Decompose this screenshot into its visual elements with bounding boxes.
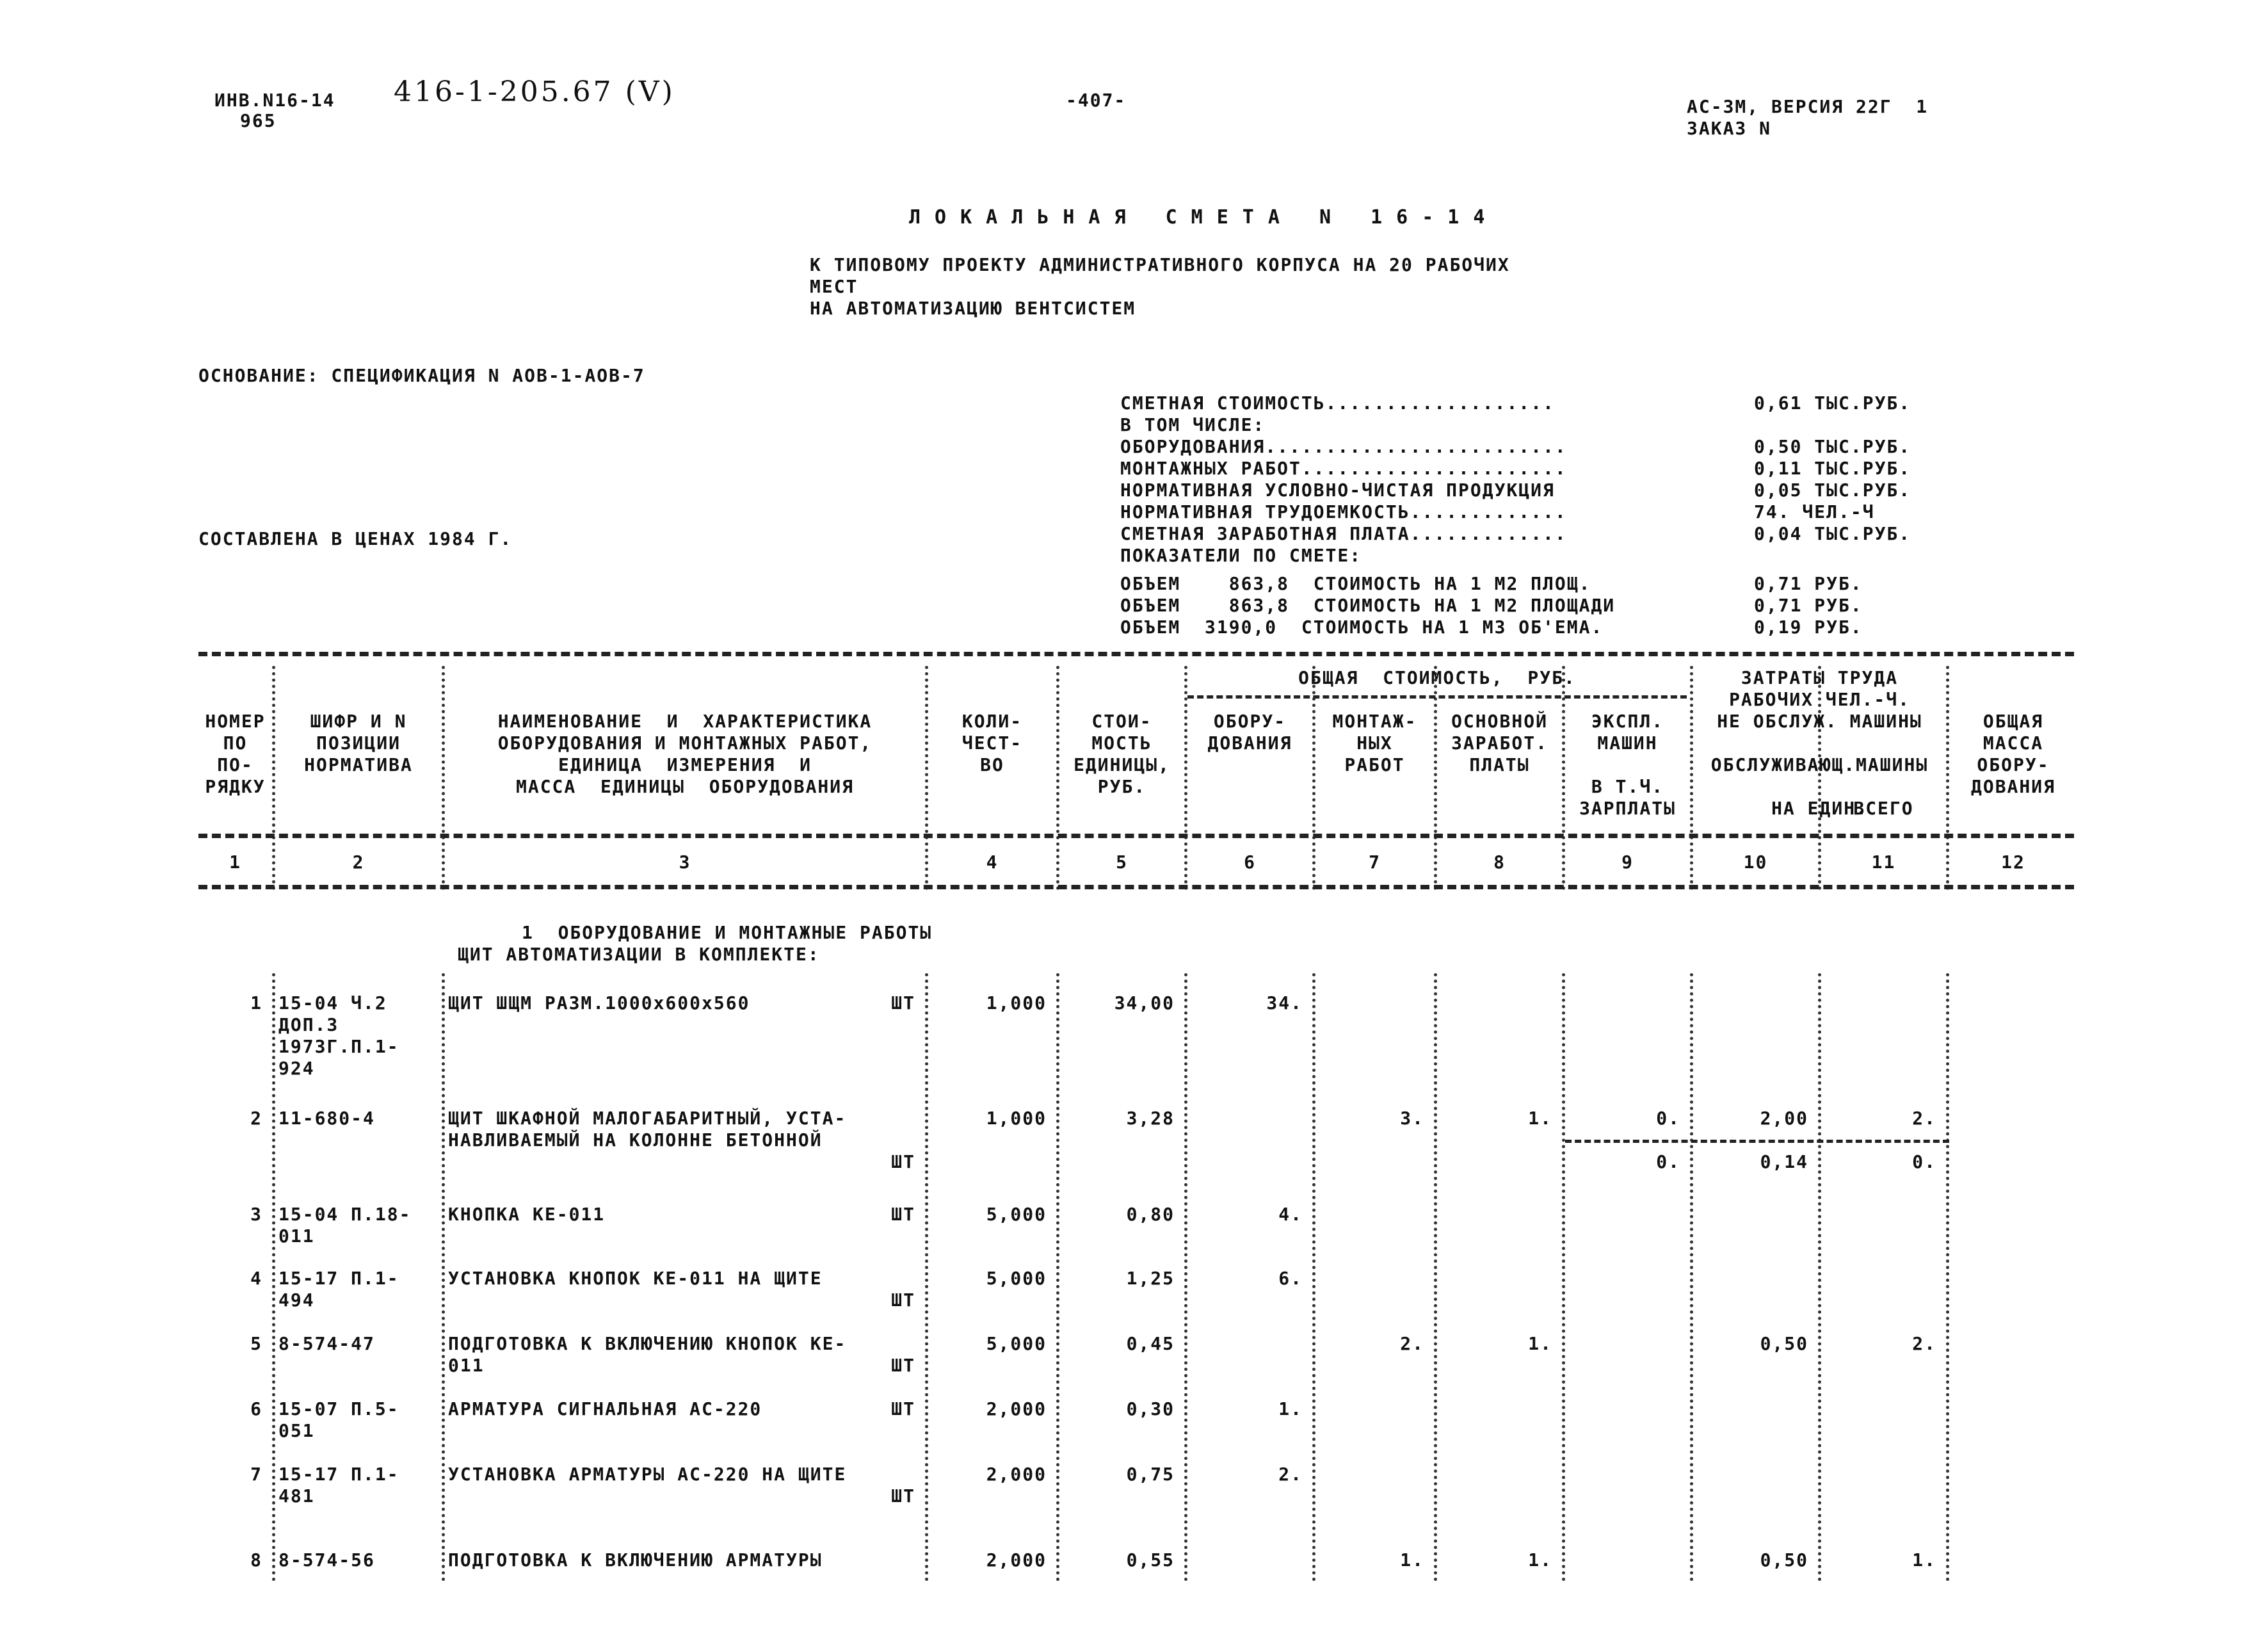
row-quantity: 2,000 — [986, 1549, 1047, 1571]
row-equipment: 34. — [1266, 992, 1303, 1014]
summary-value: 74. ЧЕЛ.-Ч — [1754, 501, 1875, 522]
row-quantity: 2,000 — [986, 1398, 1047, 1419]
summary-label: ОБЪЕМ 3190,0 СТОИМОСТЬ НА 1 М3 ОБ'ЕМА. — [1120, 617, 1604, 638]
header-quantity: КОЛИ- ЧЕСТ- ВО — [961, 711, 1023, 775]
summary-label: СМЕТНАЯ СТОИМОСТЬ................... — [1120, 392, 1555, 414]
col-number: 2 — [352, 852, 365, 873]
body-col-separator — [1312, 973, 1315, 1581]
row-quantity: 1,000 — [986, 992, 1047, 1014]
handwritten-code: 416-1-205.67 (V) — [394, 76, 675, 108]
row-split-rule — [1565, 1140, 1949, 1143]
row-code: 15-17 П.1- 481 — [278, 1464, 399, 1507]
header-number: НОМЕР ПО ПО- РЯДКУ — [205, 711, 266, 797]
row-salary: 1. — [1528, 1333, 1552, 1354]
summary-value: 0,05 ТЫС.РУБ. — [1754, 480, 1911, 501]
inventory-sub: 965 — [240, 110, 277, 131]
row-equipment: 6. — [1278, 1268, 1303, 1289]
body-col-separator — [1690, 973, 1693, 1581]
header-base-salary: ОСНОВНОЙ ЗАРАБОТ. ПЛАТЫ — [1451, 711, 1548, 775]
row-machines-salary: 0. — [1656, 1151, 1680, 1172]
body-col-separator — [272, 973, 275, 1581]
col-number: 12 — [2001, 852, 2025, 873]
row-labor-unit: 0,50 — [1760, 1333, 1808, 1354]
title-sub-3: НА АВТОМАТИЗАЦИЮ ВЕНТСИСТЕМ — [810, 298, 1136, 319]
header-name: НАИМЕНОВАНИЕ И ХАРАКТЕРИСТИКА ОБОРУДОВАНИЯ И МОНТАЖНЫХ РАБОТ, ЕДИНИЦА ИЗМЕРЕНИЯ И МАССА ЕДИНИЦЫ ОБОРУДОВАНИЯ — [497, 711, 873, 797]
row-unit: ШТ — [891, 1289, 915, 1311]
row-price: 3,28 — [1126, 1108, 1175, 1129]
row-quantity: 2,000 — [986, 1464, 1047, 1485]
row-name: ПОДГОТОВКА К ВКЛЮЧЕНИЮ КНОПОК КЕ- 011 — [448, 1333, 847, 1376]
row-number: 8 — [250, 1549, 262, 1571]
summary-value: 0,71 РУБ. — [1754, 595, 1863, 616]
inventory-number: ИНВ.N16-14 — [214, 90, 335, 111]
row-price: 0,30 — [1126, 1398, 1175, 1419]
row-price: 0,55 — [1126, 1549, 1175, 1571]
row-price: 34,00 — [1114, 992, 1175, 1014]
body-col-separator — [1562, 973, 1565, 1581]
document-title: ЛОКАЛЬНАЯ СМЕТА N 16-14 — [909, 206, 1499, 229]
row-code: 11-680-4 — [278, 1108, 375, 1129]
col-number: 8 — [1493, 852, 1506, 873]
row-quantity: 5,000 — [986, 1333, 1047, 1354]
row-number: 4 — [250, 1268, 262, 1289]
order-label: ЗАКАЗ N — [1687, 118, 1772, 139]
summary-value: 0,11 ТЫС.РУБ. — [1754, 458, 1911, 479]
summary-label: НОРМАТИВНАЯ УСЛОВНО-ЧИСТАЯ ПРОДУКЦИЯ — [1120, 480, 1555, 501]
row-quantity: 1,000 — [986, 1108, 1047, 1129]
header-total-cost-rule — [1187, 695, 1687, 699]
col-number: 7 — [1369, 852, 1381, 873]
row-code: 15-04 Ч.2 ДОП.3 1973Г.П.1- 924 — [278, 992, 399, 1079]
composed-line: СОСТАВЛЕНА В ЦЕНАХ 1984 Г. — [198, 528, 513, 549]
header-machines: ЭКСПЛ. МАШИН В Т.Ч. ЗАРПЛАТЫ — [1579, 711, 1676, 819]
summary-value: 0,04 ТЫС.РУБ. — [1754, 523, 1911, 544]
col-number: 6 — [1244, 852, 1256, 873]
row-code: 15-04 П.18- 011 — [278, 1204, 412, 1247]
row-code: 8-574-56 — [278, 1549, 375, 1571]
row-labor-unit: 2,00 — [1760, 1108, 1808, 1129]
header-labor-total: ВСЕГО — [1853, 798, 1914, 819]
row-mounting: 1. — [1400, 1549, 1424, 1571]
summary-label: ПОКАЗАТЕЛИ ПО СМЕТЕ: — [1120, 545, 1362, 566]
row-quantity: 5,000 — [986, 1204, 1047, 1225]
row-salary: 1. — [1528, 1108, 1552, 1129]
row-name: ЩИТ ШКАФНОЙ МАЛОГАБАРИТНЫЙ, УСТА- НАВЛИВАЕМЫЙ НА КОЛОННЕ БЕТОННОЙ — [448, 1108, 847, 1151]
row-unit: ШТ — [891, 1355, 915, 1376]
body-col-separator — [1434, 973, 1437, 1581]
section-subtitle: ЩИТ АВТОМАТИЗАЦИИ В КОМПЛЕКТЕ: — [458, 944, 820, 965]
row-equipment: 1. — [1278, 1398, 1303, 1419]
col-numbers-bottom-rule — [198, 885, 2074, 889]
row-name: ЩИТ ШЩМ РАЗМ.1000x600x560 — [448, 992, 750, 1014]
section-title: 1 ОБОРУДОВАНИЕ И МОНТАЖНЫЕ РАБОТЫ — [522, 922, 933, 943]
summary-value: 0,61 ТЫС.РУБ. — [1754, 392, 1911, 414]
row-labor-total: 2. — [1912, 1108, 1936, 1129]
row-labor-total: 2. — [1912, 1333, 1936, 1354]
col-number: 11 — [1871, 852, 1896, 873]
header-labor-sub: НЕ ОБСЛУЖ. МАШИНЫ ОБСЛУЖИВАЮЩ.МАШИНЫ НА ЕДИН. — [1710, 711, 1929, 819]
row-name: ПОДГОТОВКА К ВКЛЮЧЕНИЮ АРМАТУРЫ — [448, 1549, 823, 1571]
row-price: 0,45 — [1126, 1333, 1175, 1354]
body-col-separator — [1818, 973, 1821, 1581]
row-unit: ШТ — [891, 1398, 915, 1419]
row-machines: 0. — [1656, 1108, 1680, 1129]
row-name: АРМАТУРА СИГНАЛЬНАЯ АС-220 — [448, 1398, 762, 1419]
summary-label: ОБЪЕМ 863,8 СТОИМОСТЬ НА 1 М2 ПЛОЩАДИ — [1120, 595, 1616, 616]
body-col-separator — [1946, 973, 1949, 1581]
page-number: -407- — [1066, 90, 1127, 111]
col-number: 1 — [229, 852, 241, 873]
row-price: 1,25 — [1126, 1268, 1175, 1289]
row-salary: 1. — [1528, 1549, 1552, 1571]
summary-label: НОРМАТИВНАЯ ТРУДОЕМКОСТЬ............. — [1120, 501, 1567, 522]
row-code: 15-17 П.1- 494 — [278, 1268, 399, 1311]
row-code: 8-574-47 — [278, 1333, 375, 1354]
row-equipment: 4. — [1278, 1204, 1303, 1225]
summary-value: 0,71 РУБ. — [1754, 573, 1863, 594]
row-name: УСТАНОВКА КНОПОК КЕ-011 НА ЩИТЕ — [448, 1268, 823, 1289]
header-total-cost: ОБЩАЯ СТОИМОСТЬ, РУБ. — [1298, 667, 1576, 688]
summary-value: 0,19 РУБ. — [1754, 617, 1863, 638]
table-top-rule — [198, 652, 2074, 656]
row-labor-total: 1. — [1912, 1549, 1936, 1571]
summary-label: ОБОРУДОВАНИЯ......................... — [1120, 436, 1567, 457]
row-number: 1 — [250, 992, 262, 1014]
row-name: УСТАНОВКА АРМАТУРЫ АС-220 НА ЩИТЕ — [448, 1464, 847, 1485]
row-unit: ШТ — [891, 992, 915, 1014]
title-sub-1: К ТИПОВОМУ ПРОЕКТУ АДМИНИСТРАТИВНОГО КОРПУСА НА 20 РАБОЧИХ — [810, 254, 1510, 275]
basis-line: ОСНОВАНИЕ: СПЕЦИФИКАЦИЯ N АОВ-1-АОВ-7 — [198, 365, 645, 386]
row-unit: ШТ — [891, 1204, 915, 1225]
row-labor-unit-machines: 0,14 — [1760, 1151, 1808, 1172]
row-equipment: 2. — [1278, 1464, 1303, 1485]
row-labor-total-machines: 0. — [1912, 1151, 1936, 1172]
col-number: 5 — [1116, 852, 1128, 873]
header-mounting: МОНТАЖ- НЫХ РАБОТ — [1332, 711, 1417, 775]
row-number: 3 — [250, 1204, 262, 1225]
summary-label: ОБЪЕМ 863,8 СТОИМОСТЬ НА 1 М2 ПЛОЩ. — [1120, 573, 1591, 594]
row-number: 5 — [250, 1333, 262, 1354]
row-number: 2 — [250, 1108, 262, 1129]
header-equipment: ОБОРУ- ДОВАНИЯ — [1207, 711, 1292, 754]
row-number: 6 — [250, 1398, 262, 1419]
row-price: 0,80 — [1126, 1204, 1175, 1225]
header-bottom-rule — [198, 834, 2074, 838]
row-mounting: 3. — [1400, 1108, 1424, 1129]
col-number: 3 — [679, 852, 691, 873]
title-sub-2: МЕСТ — [810, 276, 858, 297]
header-code: ШИФР И N ПОЗИЦИИ НОРМАТИВА — [304, 711, 413, 775]
row-unit: ШТ — [891, 1485, 915, 1507]
row-name: КНОПКА КЕ-011 — [448, 1204, 606, 1225]
body-col-separator — [442, 973, 445, 1581]
header-unit-price: СТОИ- МОСТЬ ЕДИНИЦЫ, РУБ. — [1074, 711, 1170, 797]
summary-value: 0,50 ТЫС.РУБ. — [1754, 436, 1911, 457]
row-labor-unit: 0,50 — [1760, 1549, 1808, 1571]
summary-label: СМЕТНАЯ ЗАРАБОТНАЯ ПЛАТА............. — [1120, 523, 1567, 544]
row-code: 15-07 П.5- 051 — [278, 1398, 399, 1441]
row-price: 0,75 — [1126, 1464, 1175, 1485]
col-number: 4 — [986, 852, 999, 873]
header-labor: ЗАТРАТЫ ТРУДА РАБОЧИХ ЧЕЛ.-Ч. — [1729, 667, 1910, 710]
row-number: 7 — [250, 1464, 262, 1485]
col-number: 9 — [1621, 852, 1634, 873]
version-label: АС-3М, ВЕРСИЯ 22Г 1 — [1687, 96, 1929, 117]
row-quantity: 5,000 — [986, 1268, 1047, 1289]
summary-label: В ТОМ ЧИСЛЕ: — [1120, 414, 1266, 435]
col-number: 10 — [1743, 852, 1768, 873]
summary-label: МОНТАЖНЫХ РАБОТ...................... — [1120, 458, 1567, 479]
row-unit: ШТ — [891, 1151, 915, 1172]
header-mass: ОБЩАЯ МАССА ОБОРУ- ДОВАНИЯ — [1970, 711, 2055, 797]
row-mounting: 2. — [1400, 1333, 1424, 1354]
